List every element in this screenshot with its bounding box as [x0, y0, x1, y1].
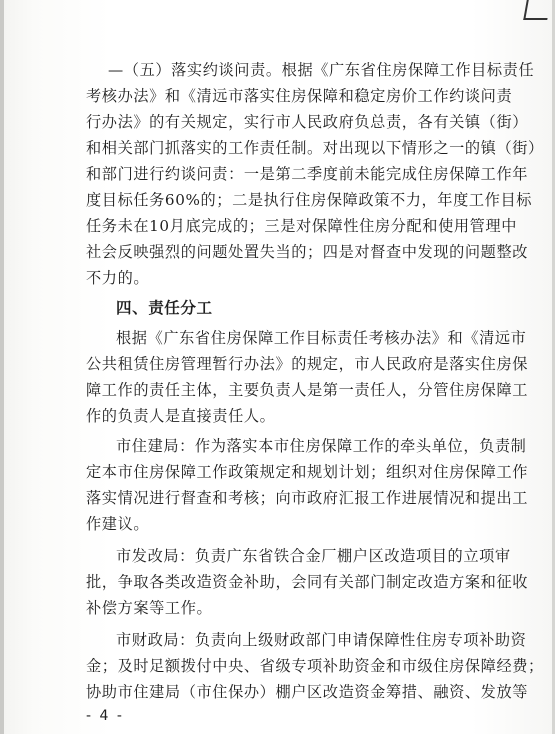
paragraph-line: 任务未在10月底完成的；三是对保障性住房分配和使用管理中	[86, 217, 518, 235]
paragraph-line: 社会反映强烈的问题处置失当的；四是对督查中发现的问题整改	[86, 243, 529, 261]
paragraph-line: 补偿方案等工作。	[86, 599, 213, 617]
section-heading: 四、责任分工	[116, 299, 213, 317]
paragraph-line: 考核办法》和《清远市落实住房保障和稳定房价工作约谈问责	[86, 87, 513, 105]
paragraph-line: 和部门进行约谈问责：一是第二季度前未能完成住房保障工作年	[86, 165, 529, 183]
paragraph-line: 金；及时足额拨付中央、省级专项补助资金和市级住房保障经费；	[86, 657, 544, 675]
paragraph-line: 作建议。	[86, 515, 150, 533]
paragraph-line: 定本市住房保障工作政策规定和规划计划；组织对住房保障工作	[86, 463, 529, 481]
paragraph-line: 市发改局：负责广东省铁合金厂棚户区改造项目的立项审	[116, 547, 511, 565]
paragraph-line: 根据《广东省住房保障工作目标责任考核办法》和《清远市	[116, 329, 527, 347]
paragraph-line: 度目标任务60%的；二是执行住房保障政策不力，年度工作目标	[86, 191, 533, 209]
paragraph-line: 市住建局：作为落实本市住房保障工作的牵头单位，负责制	[116, 437, 527, 455]
paragraph-line: 障工作的责任主体，主要负责人是第一责任人，分管住房保障工	[86, 381, 529, 399]
paragraph-line: 协助市住建局（市住保办）棚户区改造资金筹措、融资、发放等	[86, 683, 529, 701]
paragraph-line: 行办法》的有关规定，实行市人民政府负总责，各有关镇（街）	[86, 113, 529, 131]
paragraph-line: 批，争取各类改造资金补助，会同有关部门制定改造方案和征收	[86, 573, 529, 591]
paragraph-line: 不力的。	[86, 269, 150, 287]
page-number: - 4 -	[86, 708, 124, 724]
paragraph-line: —（五）落实约谈问责。根据《广东省住房保障工作目标责任	[108, 61, 535, 79]
paragraph-line: 和相关部门抓落实的工作责任制。对出现以下情形之一的镇（街）	[86, 139, 544, 157]
corner-mark	[523, 0, 551, 20]
paragraph-line: 作的负责人是直接责任人。	[86, 407, 276, 425]
scan-edge-left	[0, 0, 4, 734]
paragraph-line: 公共租赁住房管理暂行办法》的规定，市人民政府是落实住房保	[86, 355, 529, 373]
paragraph-line: 落实情况进行督查和考核；向市政府汇报工作进展情况和提出工	[86, 489, 529, 507]
paragraph-line: 市财政局：负责向上级财政部门申请保障性住房专项补助资	[116, 631, 527, 649]
